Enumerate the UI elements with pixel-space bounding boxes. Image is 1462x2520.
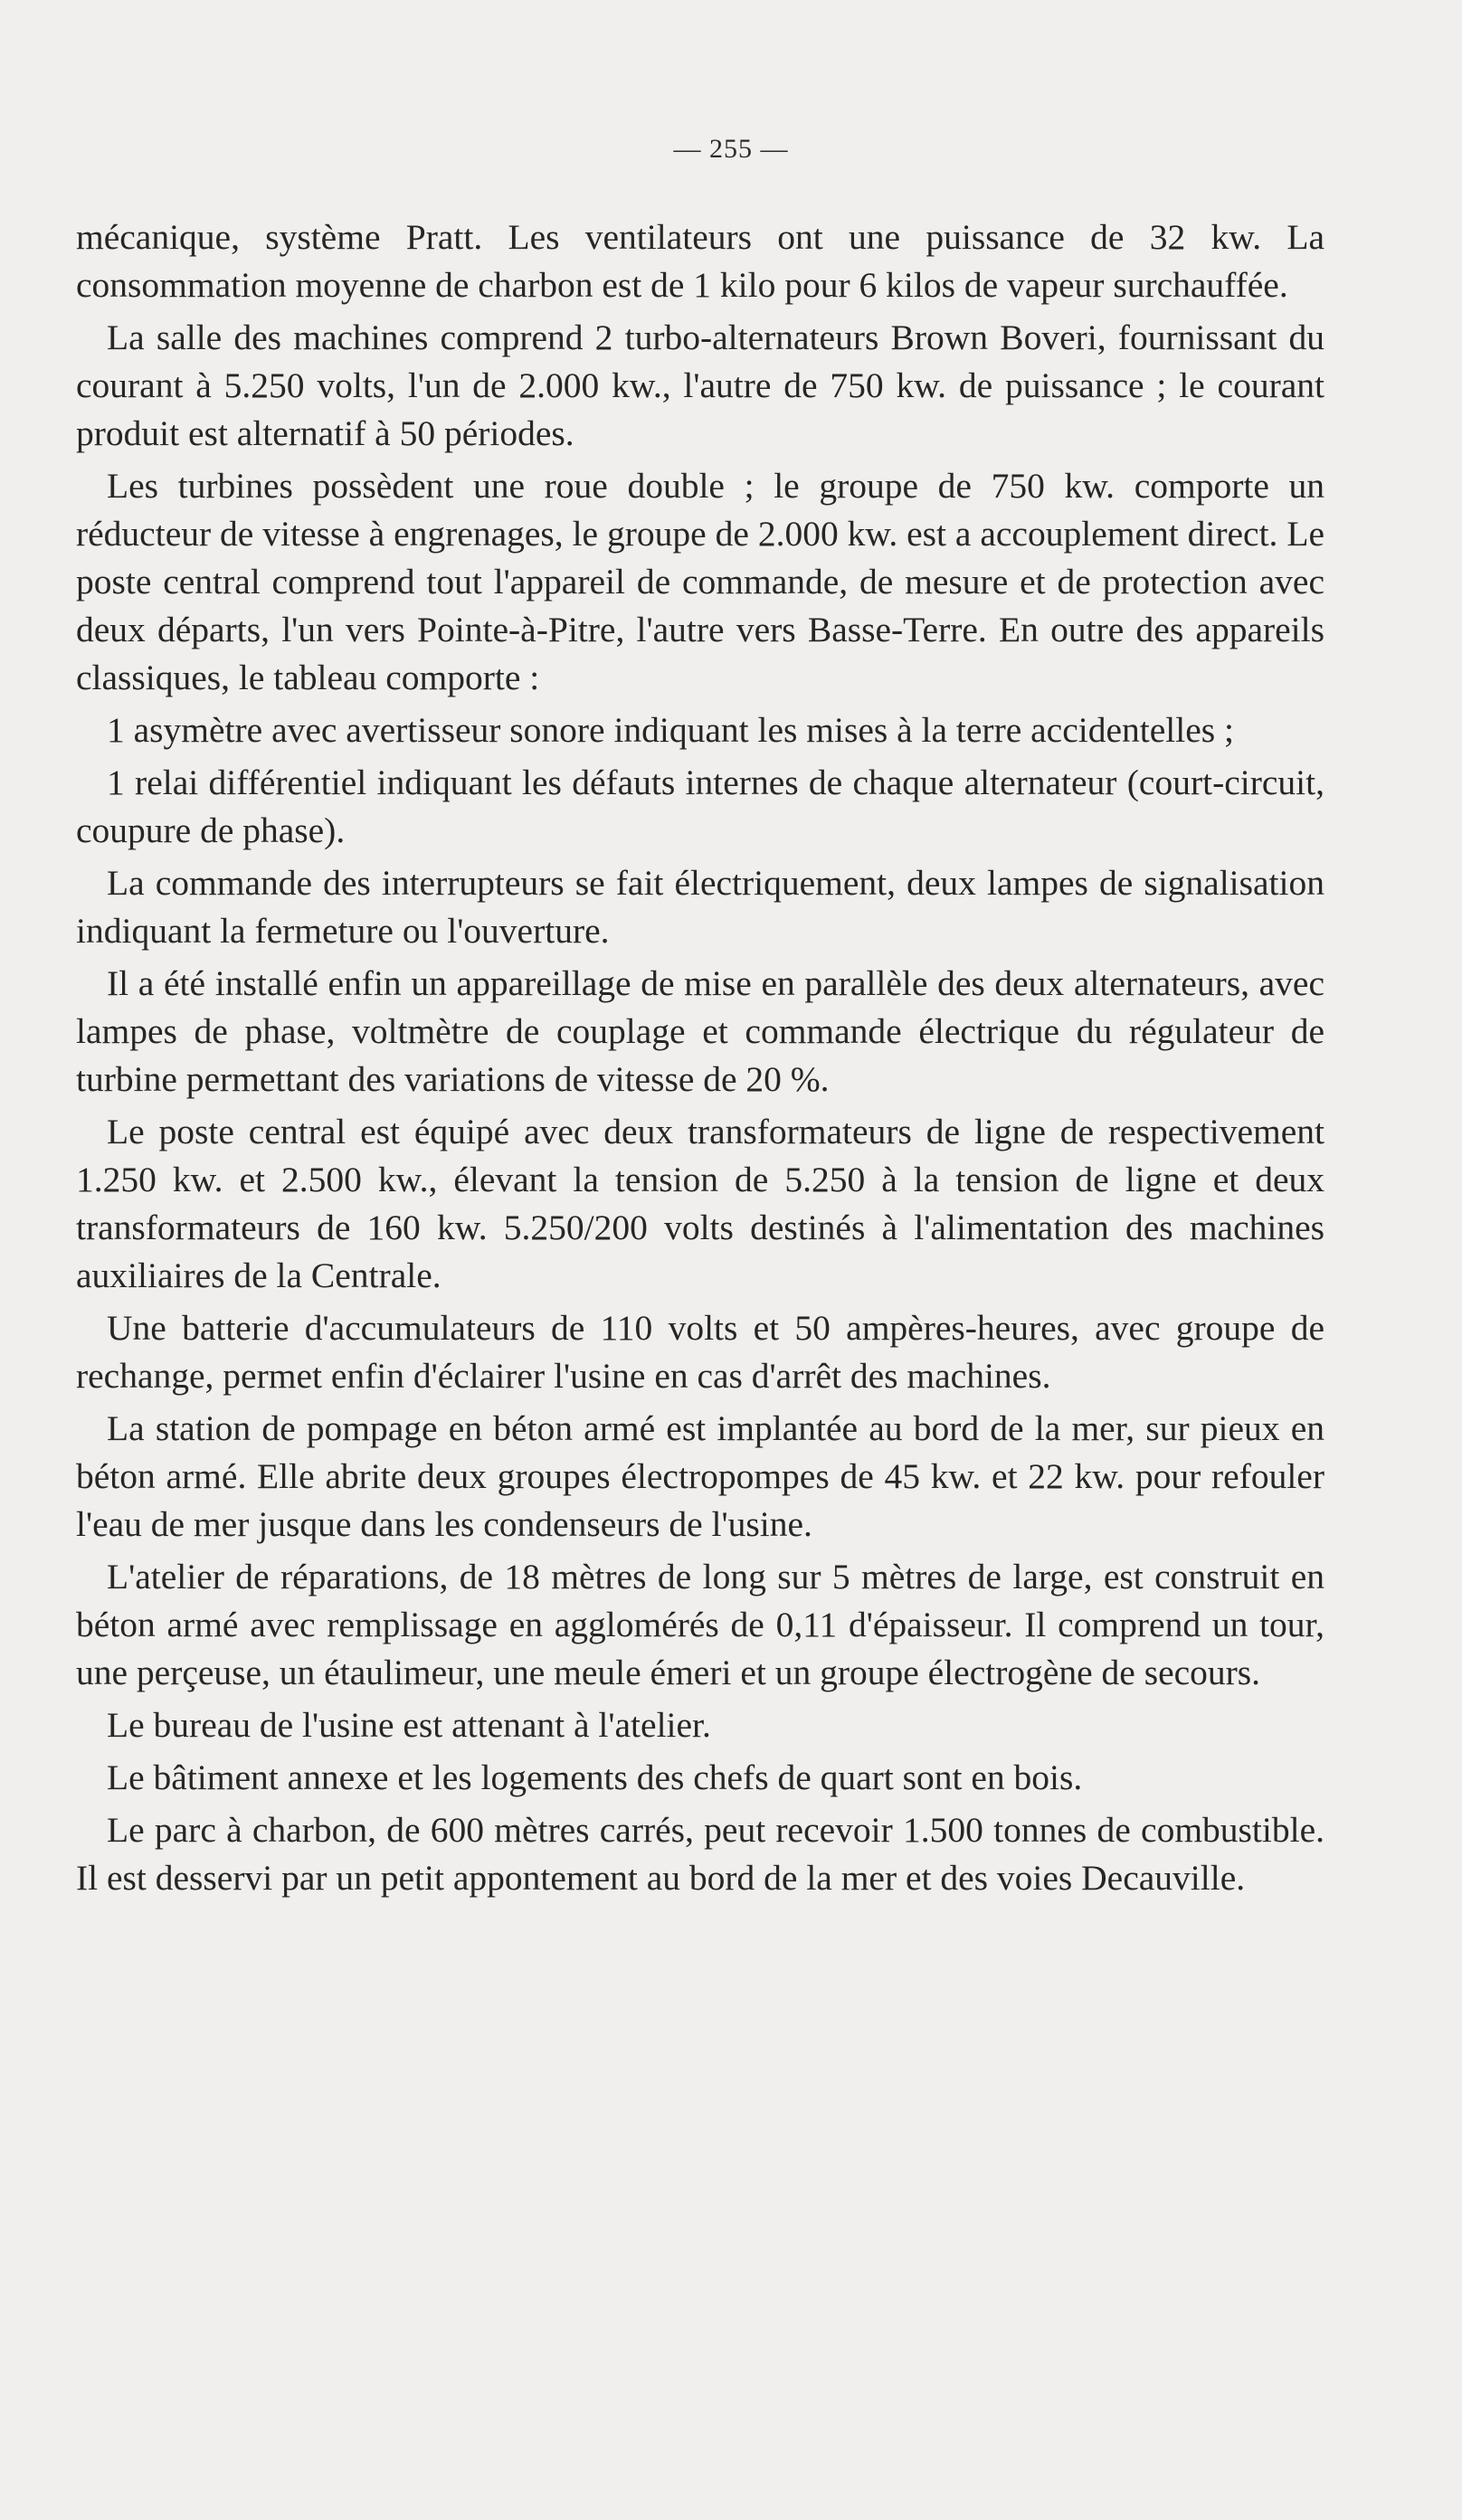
paragraph: Le bâtiment annexe et les logements des chefs de quart sont en bois. — [107, 1757, 1083, 1797]
paragraph: La station de pompage en béton armé est implantée au bord de la mer, sur pieux en béton armé. Elle abrite deux groupes électropompes de 45 kw. et 22 kw. pour refouler l'eau de mer jusque dans les condenseurs de l'usine. — [76, 1408, 1324, 1544]
paragraph: La commande des interrupteurs se fait électriquement, deux lampes de signalisation indiquant la fermeture ou l'ouverture. — [76, 863, 1324, 951]
paragraph: Une batterie d'accumulateurs de 110 volts et 50 ampères-heures, avec groupe de rechange, permet enfin d'éclairer l'usine en cas d'arrêt des machines. — [76, 1308, 1324, 1396]
paragraph: Le parc à charbon, de 600 mètres carrés, peut recevoir 1.500 tonnes de combustible. Il est desservi par un petit appontement au bord de la mer et des voies Decauville. — [76, 1810, 1324, 1898]
paragraph-list-item: 1 asymètre avec avertisseur sonore indiquant les mises à la terre accidentelles ; — [107, 710, 1234, 750]
paragraph: Les turbines possèdent une roue double ; le groupe de 750 kw. comporte un réducteur de vitesse à engrenages, le groupe de 2.000 kw. est a accouplement direct. Le poste central comprend tout l'appareil de commande, de mesure et de protection avec deux départs, l'un vers Pointe-à-Pitre, l'autre vers Basse-Terre. En outre des appareils classiques, le tableau comporte : — [76, 466, 1324, 697]
paragraph-list-item: 1 relai différentiel indiquant les défauts internes de chaque alternateur (court-circuit, coupure de phase). — [76, 763, 1324, 850]
page-number: — 255 — — [673, 134, 789, 164]
paragraph: La salle des machines comprend 2 turbo-alternateurs Brown Boveri, fournissant du courant à 5.250 volts, l'un de 2.000 kw., l'autre de 750 kw. de puissance ; le courant produit est alternatif à 50 périodes. — [76, 317, 1324, 453]
body-text — [76, 213, 1324, 1907]
paragraph: Le bureau de l'usine est attenant à l'atelier. — [107, 1705, 711, 1745]
paragraph: Le poste central est équipé avec deux transformateurs de ligne de respectivement 1.250 kw. et 2.500 kw., élevant la tension de 5.250 à la tension de ligne et deux transformateurs de 160 kw. 5.250/200 volts destinés à l'alimentation des machines auxiliaires de la Centrale. — [76, 1112, 1324, 1295]
paragraph-continued: mécanique, système Pratt. Les ventilateurs ont une puissance de 32 kw. La consommation moyenne de charbon est de 1 kilo pour 6 kilos de vapeur surchauffée. — [76, 217, 1324, 305]
paragraph: Il a été installé enfin un appareillage de mise en parallèle des deux alternateurs, avec lampes de phase, voltmètre de couplage et commande électrique du régulateur de turbine permettant des variations de vitesse de 20 %. — [76, 963, 1324, 1099]
paragraph: L'atelier de réparations, de 18 mètres de long sur 5 mètres de large, est construit en béton armé avec remplissage en agglomérés de 0,11 d'épaisseur. Il comprend un tour, une perçeuse, un étaulimeur, une meule émeri et un groupe électrogène de secours. — [76, 1557, 1324, 1692]
